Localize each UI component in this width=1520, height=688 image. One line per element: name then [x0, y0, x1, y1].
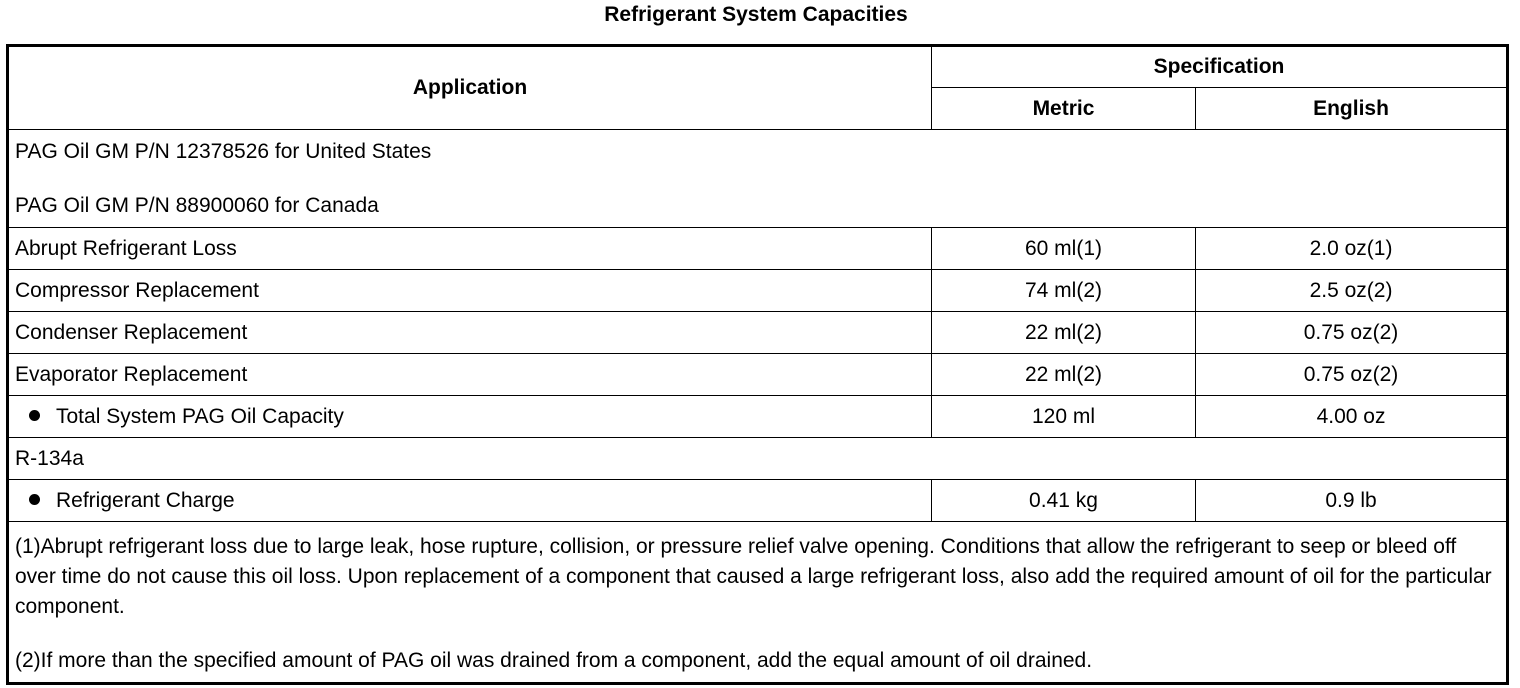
row-metric: 60 ml(1) [932, 228, 1196, 270]
table-row [8, 312, 1508, 354]
pag-oil-canada: PAG Oil GM P/N 88900060 for Canada [15, 193, 379, 217]
capacities-table [6, 44, 1509, 685]
row-metric: 74 ml(2) [932, 270, 1196, 312]
refrigerant-section: R-134a [8, 438, 1508, 480]
header-application: Application [8, 46, 932, 130]
header-metric: Metric [932, 88, 1196, 130]
row-application-label: Refrigerant Charge [56, 488, 235, 512]
footnote-1: (1)Abrupt refrigerant loss due to large leak, hose rupture, collision, or pressure relief valve opening. Conditions that allow the refrigerant to seep or bleed off over time do not cause this oil loss. Upon replacement of a component that caused a large refrigerant loss, also add the required amount of oil for the particular component. [15, 535, 1492, 618]
table-row [8, 354, 1508, 396]
row-application: Evaporator Replacement [8, 354, 932, 396]
row-application [8, 396, 932, 438]
footnotes [8, 522, 1508, 684]
row-english: 0.75 oz(2) [1196, 312, 1508, 354]
row-english: 0.9 lb [1196, 480, 1508, 522]
table-row [8, 480, 1508, 522]
row-application [8, 480, 932, 522]
row-application: Compressor Replacement [8, 270, 932, 312]
pag-oil-section [8, 130, 1508, 228]
row-english: 0.75 oz(2) [1196, 354, 1508, 396]
row-english: 4.00 oz [1196, 396, 1508, 438]
bullet-icon [29, 410, 40, 421]
row-application-label: Total System PAG Oil Capacity [56, 404, 344, 428]
table-title: Refrigerant System Capacities [604, 3, 908, 26]
table-row [8, 396, 1508, 438]
header-specification: Specification [932, 46, 1508, 88]
row-application: Condenser Replacement [8, 312, 932, 354]
row-english: 2.0 oz(1) [1196, 228, 1508, 270]
row-metric: 22 ml(2) [932, 354, 1196, 396]
header-english: English [1196, 88, 1508, 130]
table-row [8, 270, 1508, 312]
table-row [8, 228, 1508, 270]
bullet-icon [29, 494, 40, 505]
row-metric: 22 ml(2) [932, 312, 1196, 354]
row-application: Abrupt Refrigerant Loss [8, 228, 932, 270]
row-english: 2.5 oz(2) [1196, 270, 1508, 312]
row-metric: 0.41 kg [932, 480, 1196, 522]
footnote-2: (2)If more than the specified amount of PAG oil was drained from a component, add the equal amount of oil drained. [15, 649, 1093, 672]
row-metric: 120 ml [932, 396, 1196, 438]
pag-oil-us: PAG Oil GM P/N 12378526 for United States [15, 139, 432, 163]
